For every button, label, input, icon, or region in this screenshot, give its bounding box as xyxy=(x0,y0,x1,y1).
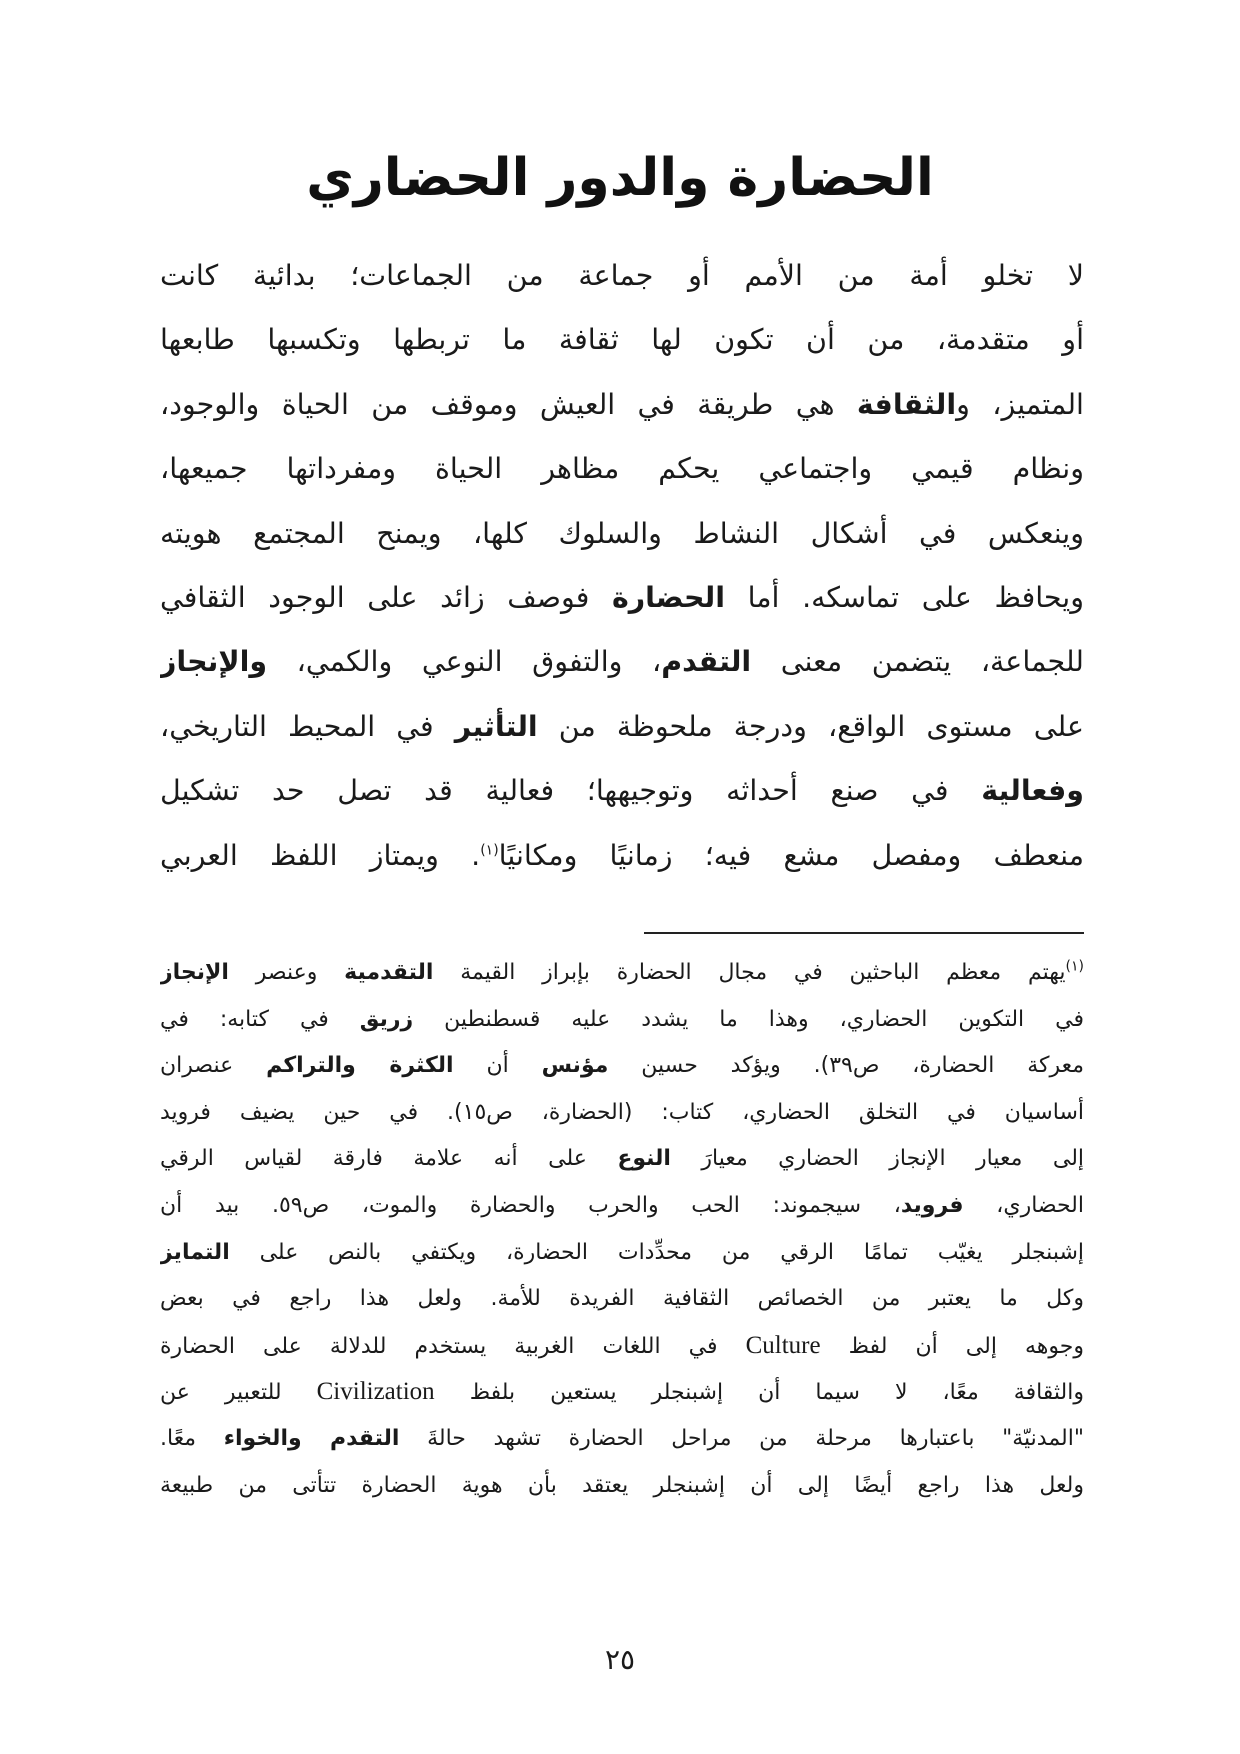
body-text: أو متقدمة، من أن تكون لها ثقافة ما تربطها وتكسبها طابعها xyxy=(160,323,1084,357)
page-number: ٢٥ xyxy=(604,1643,636,1676)
footnote-text: أن xyxy=(453,1053,542,1079)
body-text: في المحيط التاريخي، xyxy=(160,709,455,743)
body-text: ويحافظ على تماسكه. أما xyxy=(724,580,1084,614)
footnote-text: ولعل هذا راجع أيضًا إلى أن إشبنجلر يعتقد بأن هوية الحضارة تتأتى من طبيعة xyxy=(160,1472,1084,1498)
body-bold-term: الحضارة xyxy=(611,580,725,614)
footnote-line xyxy=(160,1230,1084,1277)
body-bold-term: التأثير xyxy=(454,709,538,743)
body-bold-term: والإنجاز xyxy=(160,645,268,679)
footnote-bold-term: فرويد xyxy=(900,1192,964,1218)
footnote-bold-term: مؤنس xyxy=(541,1053,609,1079)
footnote xyxy=(160,950,1084,1509)
footnote-text: ، سيجموند: الحب والحرب والحضارة والموت، ص٥٩. بيد أن xyxy=(160,1192,901,1218)
footnote-text: وعنصر xyxy=(228,960,345,985)
body-text: للجماعة، يتضمن معنى xyxy=(751,645,1084,679)
body-text: ونظام قيمي واجتماعي يحكم مظاهر الحياة ومفرداتها جميعها، xyxy=(160,452,1084,486)
footnote-line xyxy=(160,1043,1084,1090)
footnote-text: في كتابه: في xyxy=(160,1006,360,1032)
footnote-text: الحضاري، xyxy=(963,1192,1084,1218)
footnote-bold-term: الكثرة والتراكم xyxy=(266,1053,454,1079)
footnote-reference: (١) xyxy=(480,842,499,859)
chapter-title: الحضارة والدور الحضاري xyxy=(306,148,934,208)
footnote-text: معًا. xyxy=(160,1425,224,1451)
body-text: المتميز، و xyxy=(956,387,1084,421)
footnote-bold-term: الإنجاز xyxy=(160,960,229,985)
footnote-text: معركة الحضارة، ص٣٩). ويؤكد حسين xyxy=(608,1053,1084,1079)
footnote-line xyxy=(160,1463,1084,1510)
footnote-text: إشبنجلر يغيّب تمامًا الرقي من محدِّدات الحضارة، ويكتفي بالنص على xyxy=(229,1239,1084,1265)
body-paragraph xyxy=(160,244,1084,888)
footnote-bold-term: التقدم والخواء xyxy=(223,1425,400,1451)
footnote-line xyxy=(160,950,1084,997)
footnote-text: على أنه علامة فارقة لقياس الرقي xyxy=(160,1146,618,1172)
body-line xyxy=(160,824,1084,888)
body-bold-term: التقدم xyxy=(661,645,752,679)
body-text: في صنع أحداثه وتوجيهها؛ فعالية قد تصل حد تشكيل xyxy=(160,774,982,808)
footnote-line xyxy=(160,1323,1084,1370)
body-bold-term: الثقافة xyxy=(856,387,957,421)
body-line xyxy=(160,502,1084,566)
footnote-text: يهتم معظم الباحثين في مجال الحضارة بإبراز القيمة xyxy=(433,960,1066,985)
footnote-text: وكل ما يعتبر من الخصائص الثقافية الفريدة للأمة. ولعل هذا راجع في بعض xyxy=(160,1286,1084,1312)
body-line xyxy=(160,630,1084,694)
body-line xyxy=(160,244,1084,308)
body-text: لا تخلو أمة من الأمم أو جماعة من الجماعات؛ بدائية كانت xyxy=(160,259,1084,292)
body-text: هي طريقة في العيش وموقف من الحياة والوجود، xyxy=(160,387,857,421)
footnote-bold-term: التمايز xyxy=(160,1239,230,1265)
body-text: . ويمتاز اللفظ العربي xyxy=(160,838,481,872)
footnote-marker: (١) xyxy=(1065,958,1084,975)
body-text: فوصف زائد على الوجود الثقافي xyxy=(160,580,612,614)
body-text: على مستوى الواقع، ودرجة ملحوظة من xyxy=(537,709,1084,743)
footnote-line xyxy=(160,1416,1084,1463)
footnote-line xyxy=(160,997,1084,1044)
footnote-text: في اللغات الغربية يستخدم للدلالة على الحضارة xyxy=(160,1333,746,1359)
footnote-line xyxy=(160,1183,1084,1230)
body-text: وينعكس في أشكال النشاط والسلوك كلها، ويمنح المجتمع هويته xyxy=(160,516,1084,550)
footnote-text: وجوهه إلى أن لفظ xyxy=(820,1333,1084,1359)
body-line xyxy=(160,566,1084,630)
body-bold-term: وفعالية xyxy=(981,774,1084,808)
footnote-text: Culture xyxy=(745,1331,821,1359)
footnote-bold-term: التقدمية xyxy=(344,960,434,985)
footnote-line xyxy=(160,1276,1084,1323)
footnote-text: في التكوين الحضاري، وهذا ما يشدد عليه قسطنطين xyxy=(413,1006,1084,1032)
body-line xyxy=(160,695,1084,759)
footnote-separator xyxy=(644,932,1084,934)
footnote-line xyxy=(160,1369,1084,1416)
body-line xyxy=(160,437,1084,501)
body-line xyxy=(160,759,1084,823)
footnote-text: والثقافة معًا، لا سيما أن إشبنجلر يستعين بلفظ xyxy=(434,1380,1084,1406)
body-line xyxy=(160,308,1084,372)
footnote-text: للتعبير عن xyxy=(160,1380,317,1406)
footnote-text: أساسيان في التخلق الحضاري، كتاب: (الحضارة، ص١٥). في حين يضيف فرويد xyxy=(160,1099,1084,1125)
body-text: ، والتفوق النوعي والكمي، xyxy=(267,645,662,679)
body-text: منعطف ومفصل مشع فيه؛ زمانيًا ومكانيًا xyxy=(498,838,1084,872)
footnote-text: "المدنيّة" باعتبارها مرحلة من مراحل الحضارة تشهد حالةَ xyxy=(399,1425,1084,1451)
footnote-text: إلى معيار الإنجاز الحضاري معيارَ xyxy=(670,1146,1084,1172)
footnote-bold-term: زريق xyxy=(359,1006,414,1032)
footnote-text: عنصران xyxy=(160,1053,267,1079)
footnote-line xyxy=(160,1136,1084,1183)
body-line xyxy=(160,373,1084,437)
footnote-line xyxy=(160,1090,1084,1137)
footnote-text: Civilization xyxy=(316,1378,435,1406)
footnote-bold-term: النوع xyxy=(617,1146,671,1172)
